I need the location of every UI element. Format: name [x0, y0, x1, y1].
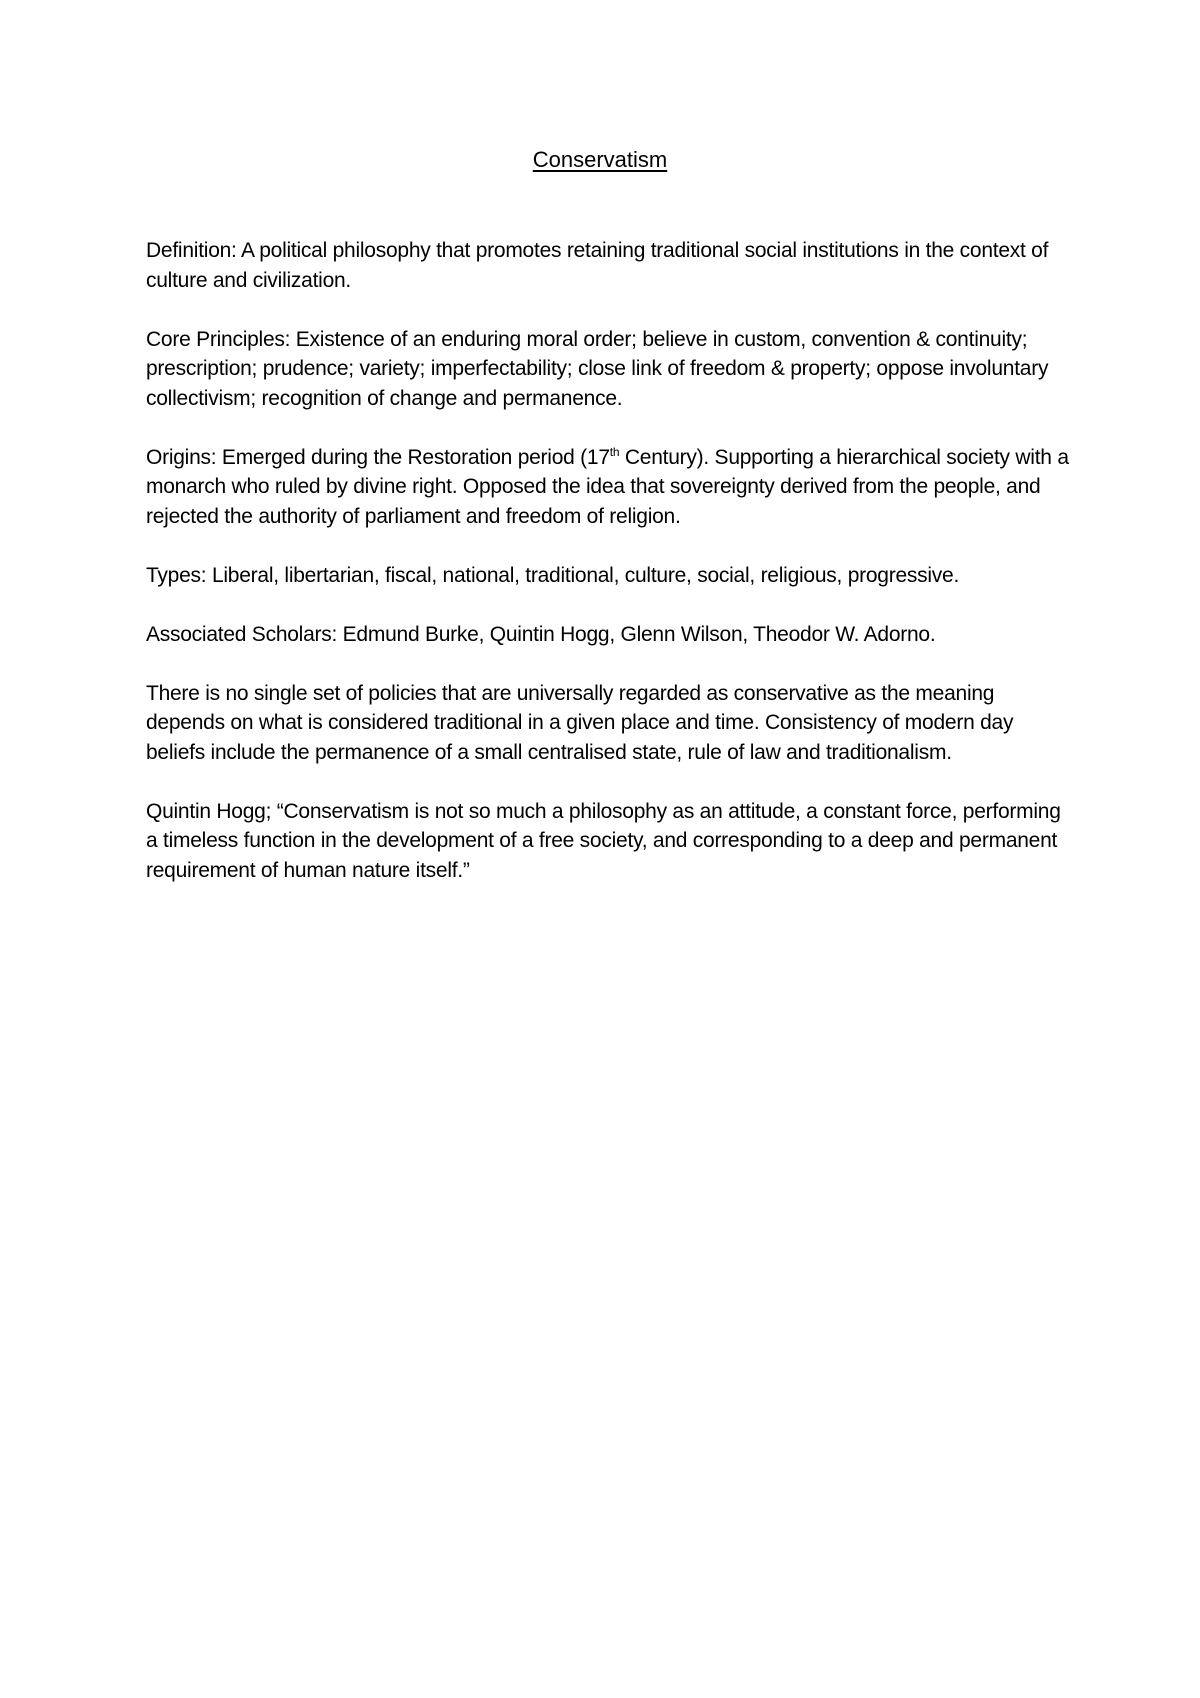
origins-paragraph — [146, 443, 1076, 532]
document-title: Conservatism — [532, 147, 668, 172]
core-principles-paragraph: Core Principles: Existence of an enduring moral order; believe in custom, convention & continuity; prescription; prudence; variety; imperfectability; close link of freedom & property; oppose involuntary collectivism; recognition of change and permanence. — [146, 327, 1049, 410]
types-paragraph: Types: Liberal, libertarian, fiscal, national, traditional, culture, social, religious, progressive. — [146, 563, 960, 587]
origins-text-end: Century). Supporting a hierarchical society with a monarch who ruled by divine right. Opposed the idea that sovereignty derived from the people, and rejected the authority of parliament and freedom of religion. — [146, 445, 1069, 528]
origins-superscript: th — [609, 444, 620, 459]
definition-paragraph: Definition: A political philosophy that promotes retaining traditional social institutions in the context of culture and civilization. — [146, 239, 1049, 292]
origins-text-start: Origins: Emerged during the Restoration period (17 — [146, 445, 610, 469]
quote-paragraph: Quintin Hogg; “Conservatism is not so much a philosophy as an attitude, a constant force, performing a timeless function in the development of a free society, and corresponding to a deep and permanent requirement of human nature itself.” — [146, 799, 1061, 882]
document-body — [146, 236, 1076, 915]
scholars-paragraph: Associated Scholars: Edmund Burke, Quintin Hogg, Glenn Wilson, Theodor W. Adorno. — [146, 622, 936, 646]
policies-paragraph: There is no single set of policies that are universally regarded as conservative as the meaning depends on what is considered traditional in a given place and time. Consistency of modern day beliefs include the permanence of a small centralised state, rule of law and traditionalism. — [146, 681, 1014, 764]
